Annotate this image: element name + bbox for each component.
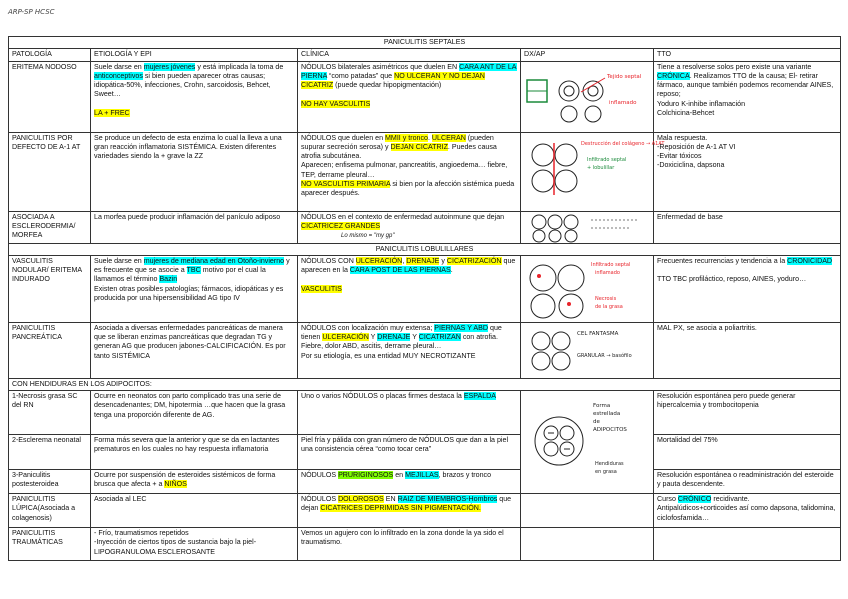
row-clin: NÓDULOS DOLOROSOS EN RAIZ DE MIEMBROS-Hombros que dejan CICATRICES DEPRIMIDAS SIN PIGMENTACIÓN. [298, 494, 521, 528]
lobule-icon [559, 81, 579, 101]
paniculitis-table [8, 36, 841, 561]
row-name: 3-Paniculitis postesteroidea [9, 470, 91, 494]
dx-sketch-morfea [521, 211, 654, 243]
row-etio: Asociada al LEC [91, 494, 298, 528]
dx-empty [521, 494, 654, 528]
svg-text:ADIPOCITOS: ADIPOCITOS [593, 427, 627, 434]
svg-text:Infiltrado septal: Infiltrado septal [591, 261, 631, 268]
table-row [9, 528, 841, 561]
header-tto: TTO [654, 49, 841, 61]
svg-text:de la grasa: de la grasa [595, 303, 623, 310]
table-row [9, 435, 841, 470]
row-clin: NÓDULOS CON ULCERACIÓN, DRENAJE y CICATRIZACIÓN que aparecen en la CARA POST DE LAS PIERNAS. VASCULITIS [298, 255, 521, 322]
row-clin: NÓDULOS PRURIGINOSOS en MEJILLAS, brazos y tronco [298, 470, 521, 494]
svg-text:Destrucción del colágeno → A1A: Destrucción del colágeno → A1AT [581, 140, 665, 147]
table-row [9, 61, 841, 132]
row-tto: Mala respuesta. -Reposición de A-1 AT VI -Evitar tóxicos -Doxiciclina, dapsona [654, 132, 841, 211]
dx-sketch-vasculitis [521, 255, 654, 322]
row-etio: Ocurre en neonatos con parto complicado tras una serie de desencadenantes; DM, hipotermia …que hacen que la grasa tenga una proporción diferente de AG. [91, 391, 298, 435]
row-tto: Curso CRÓNICO recidivante. Antipalúdicos+corticoides así como dapsona, talidomina, ciclofosfamida… [654, 494, 841, 528]
header-etiologia: ETIOLOGÍA Y EPI [91, 49, 298, 61]
row-name: PANICULITIS POR DEFECTO DE A-1 AT [9, 132, 91, 211]
svg-text:GRANULAR → basófilo: GRANULAR → basófilo [577, 352, 632, 359]
row-clin: Uno o varios NÓDULOS o placas firmes destaca la ESPALDA [298, 391, 521, 435]
row-clin: NÓDULOS bilaterales asimétricos que duelen EN CARA ANT DE LA PIERNA “como patadas” que NO ULCERAN Y NO DEJAN CICATRIZ (puede quedar hipopigmentación) NO HAY VASCULITIS [298, 61, 521, 132]
svg-text:+ lobulillar: + lobulillar [587, 164, 615, 171]
row-etio: Ocurre por suspensión de esteroides sistémicos de forma brusca que afecta + a NIÑOS [91, 470, 298, 494]
svg-text:en grasa: en grasa [595, 469, 617, 476]
dx-sketch-eritema [521, 61, 654, 132]
svg-text:Infiltrado septal: Infiltrado septal [587, 156, 627, 163]
dx-sketch-pancreatica [521, 322, 654, 378]
row-name: 2-Esclerema neonatal [9, 435, 91, 470]
handwritten-note: ARP-SP HCSC [8, 8, 55, 16]
row-tto: Enfermedad de base [654, 211, 841, 243]
row-clin: NÓDULOS que duelen en MMII y tronco. ULCERAN (pueden supurar secreción serosa) y DEJAN CICATRIZ. Puedes causa atrofia subcutánea. Aparecen; enfisema pulmonar, pancreatitis, angioedema… fiebre, TEP, derrame pleural… NO VASCULITIS PRIMARIA si bien por la afección sistémica pueda aparecer después. [298, 132, 521, 211]
row-clin: Vemos un agujero con lo infiltrado en la zona donde la ya sido el traumatismo. [298, 528, 521, 561]
row-tto: Mortalidad del 75% [654, 435, 841, 470]
row-etio: Suele darse en mujeres de mediana edad en Otoño-invierno y es frecuente que se asocie a TBC motivo por el cual la llamamos el término Bazin Existen otras posibles patologías; fármacos, idiopáticas y es producida por una hipersensibilidad AG tipo IV [91, 255, 298, 322]
row-name: VASCULITIS NODULAR/ ERITEMA INDURADO [9, 255, 91, 322]
svg-text:Forma: Forma [593, 403, 611, 410]
row-clin: Piel fría y pálida con gran número de NÓDULOS que dan a la piel una consistencia cérea “como tocar cera” [298, 435, 521, 470]
table-row [9, 255, 841, 322]
header-patologia: PATOLOGÍA [9, 49, 91, 61]
row-tto: MAL PX, se asocia a poliartritis. [654, 322, 841, 378]
dx-empty [521, 528, 654, 561]
table-row [9, 494, 841, 528]
svg-text:inflamado: inflamado [609, 99, 637, 106]
row-tto: Resolución espontánea o readministración del esteroide y pauta descendente. [654, 470, 841, 494]
table-row [9, 211, 841, 243]
row-etio: - Frío, traumatismos repetidos -Inyección de ciertos tipos de sustancia bajo la piel- LIPOGRANULOMA ESCLEROSANTE [91, 528, 298, 561]
lobule-icon [530, 265, 556, 291]
header-dx: DX/AP [521, 49, 654, 61]
row-name: PANICULITIS PANCREÁTICA [9, 322, 91, 378]
adipocyte-cluster-icon [535, 417, 583, 465]
row-etio: Suele darse en mujeres jóvenes y está implicada la toma de anticonceptivos si bien pueden aparecer otras causas; idiopática-50%, infecciones, Crohn, sarcoidosis, Behcet, Sweet… LA + FREC [91, 61, 298, 132]
svg-text:Hendiduras: Hendiduras [595, 461, 624, 468]
table-row [9, 470, 841, 494]
tto-empty [654, 528, 841, 561]
row-name: PANICULITIS LÚPICA(Asociada a colagenosis) [9, 494, 91, 528]
table-row [9, 322, 841, 378]
row-etio: Forma más severa que la anterior y que se da en lactantes prematuros en los cuales no hay respuesta inflamatoria [91, 435, 298, 470]
section-lobular: PANICULITIS LOBULILLARES [9, 243, 841, 255]
svg-text:estrellada: estrellada [593, 411, 621, 418]
row-tto: Tiene a resolverse solos pero existe una variante CRÓNICA. Realizamos TTO de la causa; El- retirar fármaco, aunque también podemos recomendar AINES, reposo; Yoduro K-inhibe inflamación Colchicina-Behcet [654, 61, 841, 132]
dx-sketch-adipocitos [521, 391, 654, 494]
svg-text:de: de [593, 419, 600, 426]
ghost-cell-icon [532, 332, 550, 350]
row-name: PANICULITIS TRAUMÁTICAS [9, 528, 91, 561]
svg-text:inflamado: inflamado [595, 269, 620, 276]
row-etio: La morfea puede producir inflamación del panículo adiposo [91, 211, 298, 243]
svg-text:CEL FANTASMA: CEL FANTASMA [577, 330, 619, 337]
header-clinica: CLÍNICA [298, 49, 521, 61]
row-tto: Frecuentes recurrencias y tendencia a la CRONICIDAD TTO TBC profiláctico, reposo, AINES, yoduro… [654, 255, 841, 322]
row-etio: Asociada a diversas enfermedades pancreáticas de manera que se liberan enzimas pancreáticas que degradan TG y generan AG que producen jabones-CALCIFICACIÓN. Es por tanto SISTÉMICA [91, 322, 298, 378]
lobule-icon [532, 144, 554, 166]
dx-sketch-a1at [521, 132, 665, 211]
row-clin: NÓDULOS en el contexto de enfermedad autoinmune que dejan CICATRICEZ GRANDES Lo mismo = "my gp" [298, 211, 521, 243]
row-clin: NÓDULOS con localización muy extensa; PIERNAS Y ABD que tienen ULCERACIÓN Y DRENAJE Y CICATRIZAN con atrofia. Fiebre, dolor ABD, ascitis, derrame pleural… Por su etiología, es una entidad MUY NECROTIZANTE [298, 322, 521, 378]
row-name: ERITEMA NODOSO [9, 61, 91, 132]
section-septal: PANICULITIS SEPTALES [9, 37, 841, 49]
section-adipocytes: CON HENDIDURAS EN LOS ADIPOCITOS: [9, 378, 841, 390]
row-name: 1-Necrosis grasa SC del RN [9, 391, 91, 435]
row-etio: Se produce un defecto de esta enzima lo cual la lleva a una gran reacción inflamatoria SISTÉMICA. Existen diferentes variedades siendo la + grave la ZZ [91, 132, 298, 211]
row-name: ASOCIADA A ESCLERODERMIA/ MORFEA [9, 211, 91, 243]
svg-text:Necrosis: Necrosis [595, 295, 617, 302]
svg-text:Tejido septal: Tejido septal [607, 73, 642, 80]
row-tto: Resolución espontánea pero puede generar hipercalcemia y trombocitopenia [654, 391, 841, 435]
table-row [9, 132, 841, 211]
table-row [9, 391, 841, 435]
